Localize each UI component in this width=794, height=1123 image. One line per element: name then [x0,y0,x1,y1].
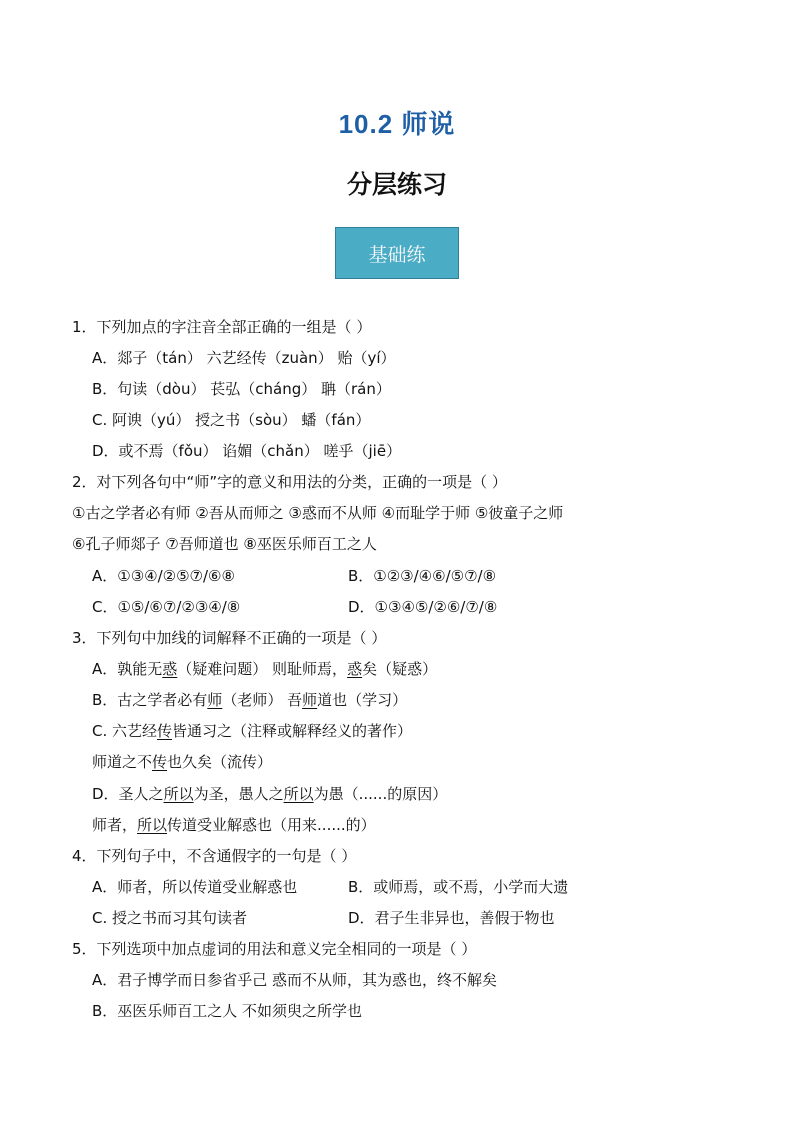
question-2-sentences-line-2: ⑥孔子师郯子 ⑦吾师道也 ⑧巫医乐师百工之人 [72,535,377,553]
option-text: A．孰能无 [92,660,163,678]
page-subtitle: 分层练习 [346,170,447,199]
question-5-option-b: B．巫医乐师百工之人 不如须臾之所学也 [92,1002,363,1020]
underlined-word: 师 [207,691,223,709]
question-2-option-d: D．①③④⑤/②⑥/⑦/⑧ [348,598,498,616]
question-2-option-a: A．①③④/②⑤⑦/⑥⑧ [92,567,235,585]
question-4-option-b: B．或师焉，或不焉，小学而大遗 [348,878,569,896]
option-text: 师道之不 [92,753,153,771]
option-text: 皆通习之（注释或解释经义的著作） [172,722,413,740]
option-text: 师者， [92,816,138,834]
question-5-option-a: A．君子博学而日参省乎己 惑而不从师，其为惑也，终不解矣 [92,971,498,989]
question-1-option-a: A．郯子（tán） 六艺经传（zuàn） 贻（yí） [92,349,396,367]
question-3-option-c [92,721,412,741]
option-text: （老师） 吾 [222,691,303,709]
underlined-word: 惑 [162,660,178,678]
question-1-stem: 1．下列加点的字注音全部正确的一组是（ ） [72,318,372,336]
question-2-stem: 2．对下列各句中“师”字的意义和用法的分类，正确的一项是（ ） [72,473,507,491]
question-3-option-d-continued [92,815,376,835]
underlined-word: 所以 [163,785,194,803]
underlined-word: 师 [302,691,318,709]
question-4-option-a: A．师者，所以传道受业解惑也 [92,878,298,896]
question-2-option-b: B．①②③/④⑥/⑤⑦/⑧ [348,567,497,585]
question-2-option-c: C．①⑤/⑥⑦/②③④/⑧ [92,598,241,616]
question-4-option-d: D．君子生非异也，善假于物也 [348,909,555,927]
question-1-option-d: D．或不焉（fǒu） 谄媚（chǎn） 嗟乎（jiē） [92,442,402,460]
option-text: 为愚（......的原因） [313,785,448,803]
question-3-option-c-continued [92,752,272,772]
underlined-word: 所以 [283,785,314,803]
section-badge: 基础练 [335,227,459,279]
question-3-option-d [92,784,447,804]
option-text: 矣（疑惑） [362,660,438,678]
option-text: 道也（学习） [317,691,408,709]
option-text: 也久矣（流传） [167,753,273,771]
page-title: 10.2 师说 [338,109,456,139]
question-3-option-b [92,690,407,710]
question-1-option-b: B．句读（dòu） 苌弘（cháng） 聃（rán） [92,380,391,398]
question-3-option-a [92,659,437,679]
underlined-word: 传 [152,753,168,771]
option-text: B．古之学者必有 [92,691,208,709]
option-text: （疑难问题） 则耻师焉， [177,660,348,678]
underlined-word: 所以 [137,816,168,834]
question-1-option-c: C. 阿谀（yú） 授之书（sòu） 蟠（fán） [92,411,371,429]
question-4-option-c: C. 授之书而习其句读者 [92,909,248,927]
question-3-stem: 3．下列句中加线的词解释不正确的一项是（ ） [72,629,387,647]
question-4-stem: 4．下列句子中，不含通假字的一句是（ ） [72,847,357,865]
question-5-stem: 5．下列选项中加点虚词的用法和意义完全相同的一项是（ ） [72,940,477,958]
question-2-sentences-line-1: ①古之学者必有师 ②吾从而师之 ③惑而不从师 ④而耻学于师 ⑤彼童子之师 [72,504,564,522]
option-text: 传道受业解惑也（用来......的） [167,816,376,834]
option-text: 为圣，愚人之 [193,785,284,803]
underlined-word: 惑 [347,660,363,678]
option-text: C. 六艺经 [92,722,158,740]
option-text: D．圣人之 [92,785,164,803]
underlined-word: 传 [157,722,173,740]
